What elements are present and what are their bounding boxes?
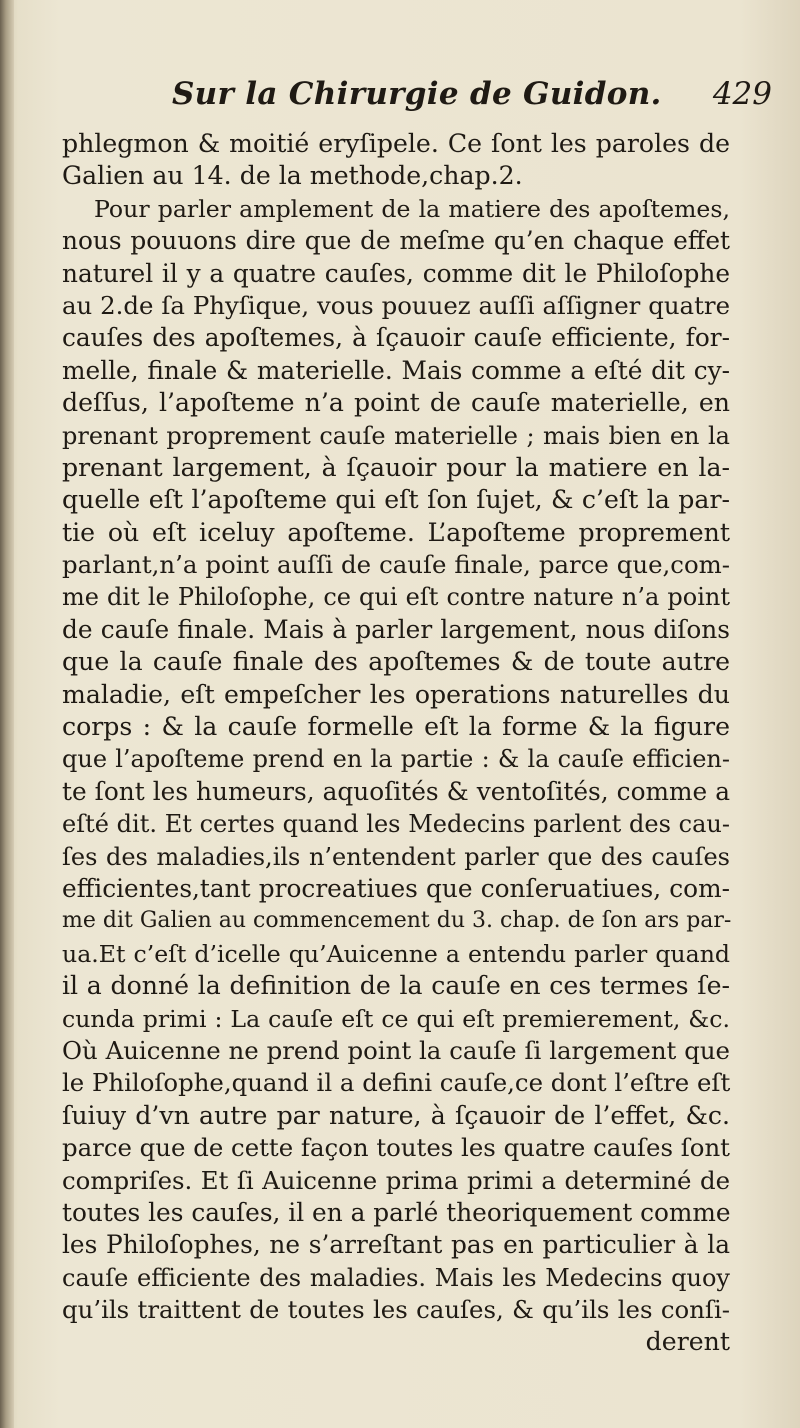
text-line: naturel il y a quatre cauſes, comme dit le Philoſophe (62, 258, 730, 288)
text-line: prenant proprement cauſe materielle ; mais bien en la (62, 421, 730, 450)
text-line: melle, finale & materielle. Mais comme a eſté dit cy- (62, 355, 730, 385)
text-line: ua.Et c’eſt d’icelle qu’Auicenne a entendu parler quand (62, 939, 730, 968)
text-line: cauſes des apoſtemes, à ſçauoir cauſe efficiente, for- (62, 323, 730, 353)
text-line: compriſes. Et ſi Auicenne prima primi a determiné de (62, 1165, 730, 1195)
page-number: 429 (712, 76, 772, 112)
text-line: tie où eſt iceluy apoſteme. L’apoſteme proprement (62, 517, 730, 547)
text-line: les Philoſophes, ne s’arreſtant pas en particulier à la (62, 1230, 730, 1260)
text-line: corps : & la cauſe formelle eſt la forme & la figure (62, 712, 730, 742)
text-line: me dit Galien au commencement du 3. chap. de ſon ars par- (62, 908, 732, 934)
text-line: quelle eſt l’apoſteme qui eſt ſon ſujet, & c’eſt la par- (62, 485, 730, 515)
text-line: phlegmon & moitié eryſipele. Ce ſont les paroles de (62, 129, 730, 158)
running-title: Sur la Chirurgie de Guidon. (172, 76, 662, 112)
text-line: ſes des maladies,ils n’entendent parler que des cauſes (62, 842, 730, 871)
page-header (60, 76, 772, 126)
body-text (62, 128, 730, 1359)
text-line: de cauſe finale. Mais à parler largement, nous diſons (62, 614, 730, 644)
text-line: efficientes,tant procreatiues que conſeruatiues, com- (62, 873, 730, 903)
text-line: il a donné la definition de la cauſe en ces termes ſe- (62, 971, 730, 1001)
text-line: ſuiuy d’vn autre par nature, à ſçauoir de l’effet, &c. (62, 1100, 730, 1130)
catchword: derent (645, 1327, 730, 1357)
text-line: eſté dit. Et certes quand les Medecins parlent des cau- (62, 810, 730, 839)
text-line: Galien au 14. de la methode,chap.2. (62, 161, 523, 191)
text-line: me dit le Philoſophe, ce qui eſt contre nature n’a point (62, 583, 730, 612)
text-line: qu’ils traittent de toutes les cauſes, & qu’ils les conſi- (62, 1295, 730, 1325)
text-line: maladie, eſt empeſcher les operations naturelles du (62, 679, 730, 709)
text-line: que l’apoſteme prend en la partie : & la cauſe efficien- (62, 745, 730, 774)
text-line: au 2.de ſa Phyſique, vous pouuez auſſi aſſigner quatre (62, 290, 730, 320)
text-line: parlant,n’a point auſſi de cauſe finale, parce que,com- (62, 550, 730, 580)
text-line: deſſus, l’apoſteme n’a point de cauſe materielle, en (62, 388, 730, 418)
text-line: nous pouuons dire que de meſme qu’en chaque effet (62, 226, 730, 256)
binding-gutter (0, 0, 14, 1428)
text-line: te ſont les humeurs, aquoſités & ventoſités, comme a (62, 776, 730, 806)
text-line: cauſe efficiente des maladies. Mais les Medecins quoy (62, 1263, 730, 1292)
text-line: le Philoſophe,quand il a defini cauſe,ce dont l’eſtre eſt (62, 1068, 731, 1098)
text-line: toutes les cauſes, il en a parlé theoriquement comme (62, 1197, 731, 1227)
text-line: Pour parler amplement de la matiere des apoſtemes, (94, 194, 730, 223)
text-line: cunda primi : La cauſe eſt ce qui eſt premierement, &c. (62, 1004, 730, 1033)
text-line: prenant largement, à ſçauoir pour la matiere en la- (62, 452, 730, 482)
text-line: que la cauſe finale des apoſtemes & de toute autre (62, 647, 730, 677)
text-line: Où Auicenne ne prend point la cauſe ſi largement que (62, 1035, 730, 1065)
text-line: parce que de cette façon toutes les quatre cauſes ſont (62, 1133, 730, 1163)
